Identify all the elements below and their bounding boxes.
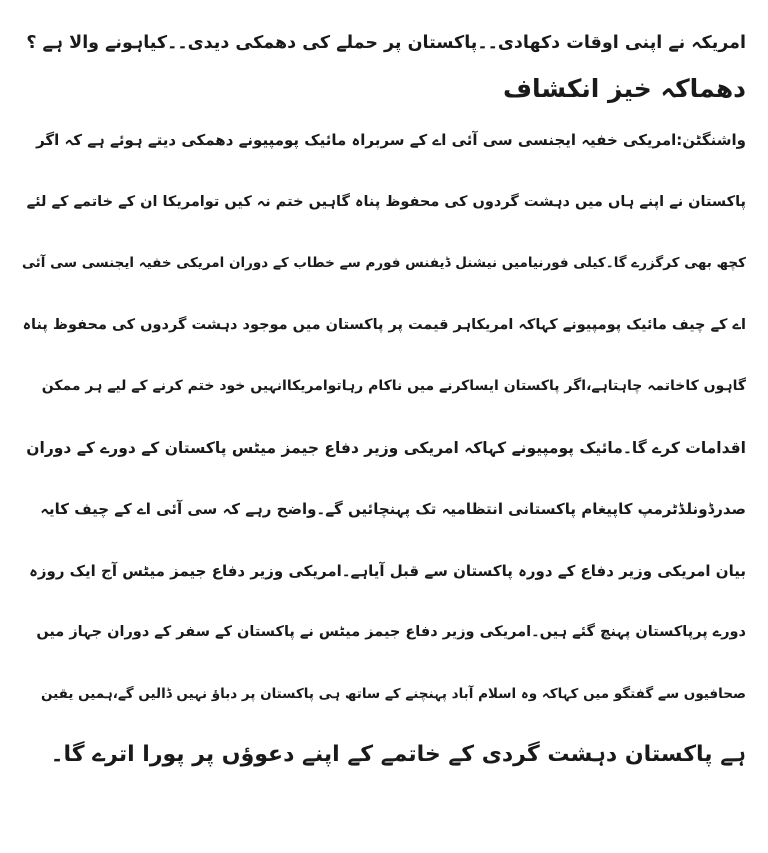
body-line-11: ہے پاکستان دہشت گردی کے خاتمے کے اپنے دعوؤں پر پورا اترے گا۔ <box>50 742 746 767</box>
body-line-9: دورے پرپاکستان پہنچ گئے ہیں۔امریکی وزیر دفاع جیمز میٹس نے پاکستان کے سفر کے دوران جہاز میں <box>36 624 746 640</box>
body-line-1: واشنگٹن:امریکی خفیہ ایجنسی سی آئی اے کے سربراہ مائیک پومپیونے دھمکی دیتے ہوئے ہے کہ اگر <box>36 131 746 149</box>
body-line-7: صدرڈونلڈٹرمپ کاپیغام پاکستانی انتظامیہ تک پہنچائیں گے۔واضح رہے کہ سی آئی اے کے چیف کایہ <box>40 500 746 518</box>
subheadline: دھماکہ خیز انکشاف <box>502 74 746 103</box>
body-line-2: پاکستان نے اپنے ہاں میں دہشت گردوں کی محفوظ پناہ گاہیں ختم نہ کیں توامریکا ان کے خاتمے کے لئے <box>26 193 746 210</box>
headline: امریکہ نے اپنی اوقات دکھادی۔۔پاکستان پر حملے کی دھمکی دیدی۔۔کیاہونے والا ہے ؟ <box>26 33 746 53</box>
body-line-8: بیان امریکی وزیر دفاع کے دورہ پاکستان سے قبل آیاہے۔امریکی وزیر دفاع جیمز میٹس آج ایک روزہ <box>29 561 746 580</box>
article-body <box>22 120 746 797</box>
body-line-6: اقدامات کرے گا۔مائیک پومپیونے کہاکہ امریکی وزیر دفاع جیمز میٹس پاکستان کے دورے کے دوران <box>26 438 746 457</box>
body-line-10: صحافیوں سے گفتگو میں کہاکہ وہ اسلام آباد پہنچنے کے ساتھ ہی پاکستان پر دباؤ نہیں ڈالیں گے،ہمیں یقین <box>41 685 746 702</box>
body-line-5: گاہوں کاخاتمہ چاہتاہے،اگر پاکستان ایساکرنے میں ناکام رہاتوامریکاانہیں خود ختم کرنے کے لیے ہر ممکن <box>41 378 746 394</box>
body-line-4: اے کے چیف مائیک پومپیونے کہاکہ امریکاہر قیمت پر پاکستان میں موجود دہشت گردوں کی محفوظ پناہ <box>22 316 746 333</box>
body-line-3: کچھ بھی کرگزرے گا۔کیلی فورنیامیں نیشنل ڈیفنس فورم سے خطاب کے دوران امریکی خفیہ ایجنسی سی آئی <box>22 255 746 271</box>
